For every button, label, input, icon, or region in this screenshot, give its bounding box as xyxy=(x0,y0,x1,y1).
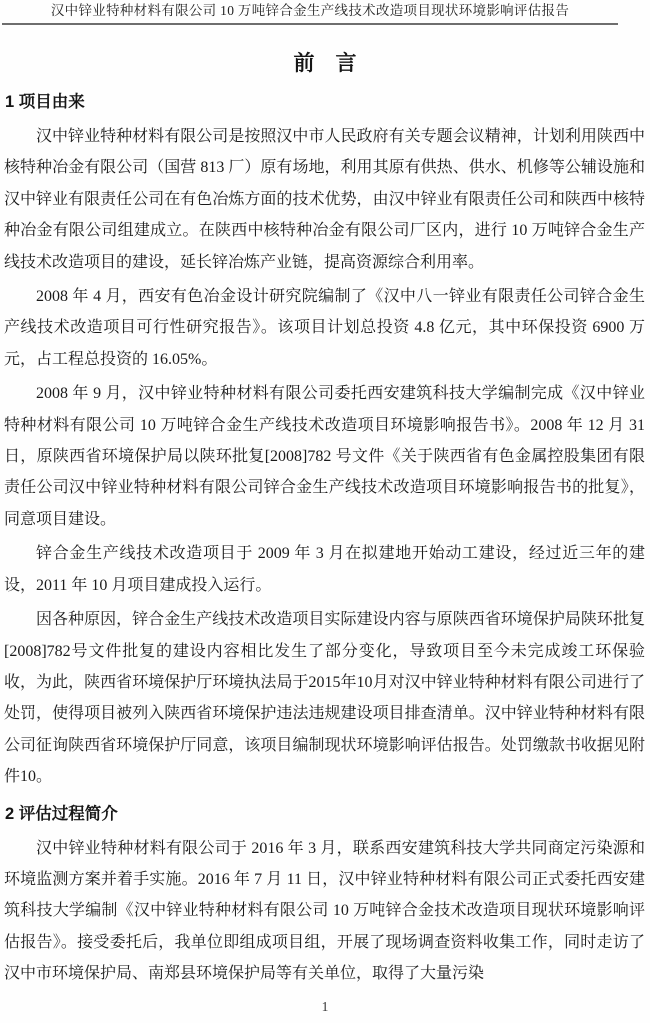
paragraph: 汉中锌业特种材料有限公司于 2016 年 3 月，联系西安建筑科技大学共同商定污染源和环境监测方案并着手实施。2016 年 7 月 11 日，汉中锌业特种材料有限公司正式委托西安建筑科技大学编制《汉中锌业特种材料有限公司 10 万吨锌合金技术改造项目现状环境影响评估报告》。接受委托后，我单位即组成项目组，开展了现场调查资料收集工作，同时走访了汉中市环境保护局、南郑县环境保护局等有关单位，取得了大量污染 xyxy=(4,839,645,983)
paragraph: 2008 年 4 月，西安有色冶金设计研究院编制了《汉中八一锌业有限责任公司锌合金生产线技术改造项目可行性研究报告》。该项目计划总投资 4.8 亿元，其中环保投资 6900 万元，占工程总投资的 16.05%。 xyxy=(4,288,645,368)
running-head: 汉中锌业特种材料有限公司 10 万吨锌合金生产线技术改造项目现状环境影响评估报告 xyxy=(2,0,618,25)
paragraph: 因各种原因，锌合金生产线技术改造项目实际建设内容与原陕西省环境保护局陕环批复[2008]782号文件批复的建设内容相比发生了部分变化，导致项目至今未完成竣工环保验收，为此，陕西省环境保护厅环境执法局于2015年10月对汉中锌业特种材料有限公司进行了处罚，使得项目被列入陕西省环境保护违法违规建设项目排查清单。汉中锌业特种材料有限公司征询陕西省环境保护厅同意，该项目编制现状环境影响评估报告。处罚缴款书收据见附件10。 xyxy=(4,611,645,786)
page-number: 1 xyxy=(321,999,329,1014)
section-heading-2: 2 评估过程简介 xyxy=(5,804,118,823)
paragraph: 汉中锌业特种材料有限公司是按照汉中市人民政府有关专题会议精神，计划利用陕西中核特种冶金有限公司（国营 813 厂）原有场地，利用其原有供热、供水、机修等公辅设施和汉中锌业有限责任公司在有色冶炼方面的技术优势，由汉中锌业有限责任公司和陕西中核特种冶金有限公司组建成立。在陕西中核特种冶金有限公司厂区内，进行 10 万吨锌合金生产线技术改造项目的建设，延长锌冶炼产业链，提高资源综合利用率。 xyxy=(4,128,645,271)
paragraph: 2008 年 9 月，汉中锌业特种材料有限公司委托西安建筑科技大学编制完成《汉中锌业特种材料有限公司 10 万吨锌合金生产线技术改造项目环境影响报告书》。2008 年 12 月 31 日，原陕西省环境保护局以陕环批复[2008]782 号文件《关于陕西省有色金属控股集团有限责任公司汉中锌业特种材料有限公司锌合金生产线技术改造项目环境影响报告书的批复》，同意项目建设。 xyxy=(4,385,645,528)
page-title: 前 言 xyxy=(293,52,357,75)
section-heading-1: 1 项目由来 xyxy=(5,93,85,111)
paragraph: 锌合金生产线技术改造项目于 2009 年 3 月在拟建地开始动工建设，经过近三年的建设，2011 年 10 月项目建成投入运行。 xyxy=(4,545,645,594)
